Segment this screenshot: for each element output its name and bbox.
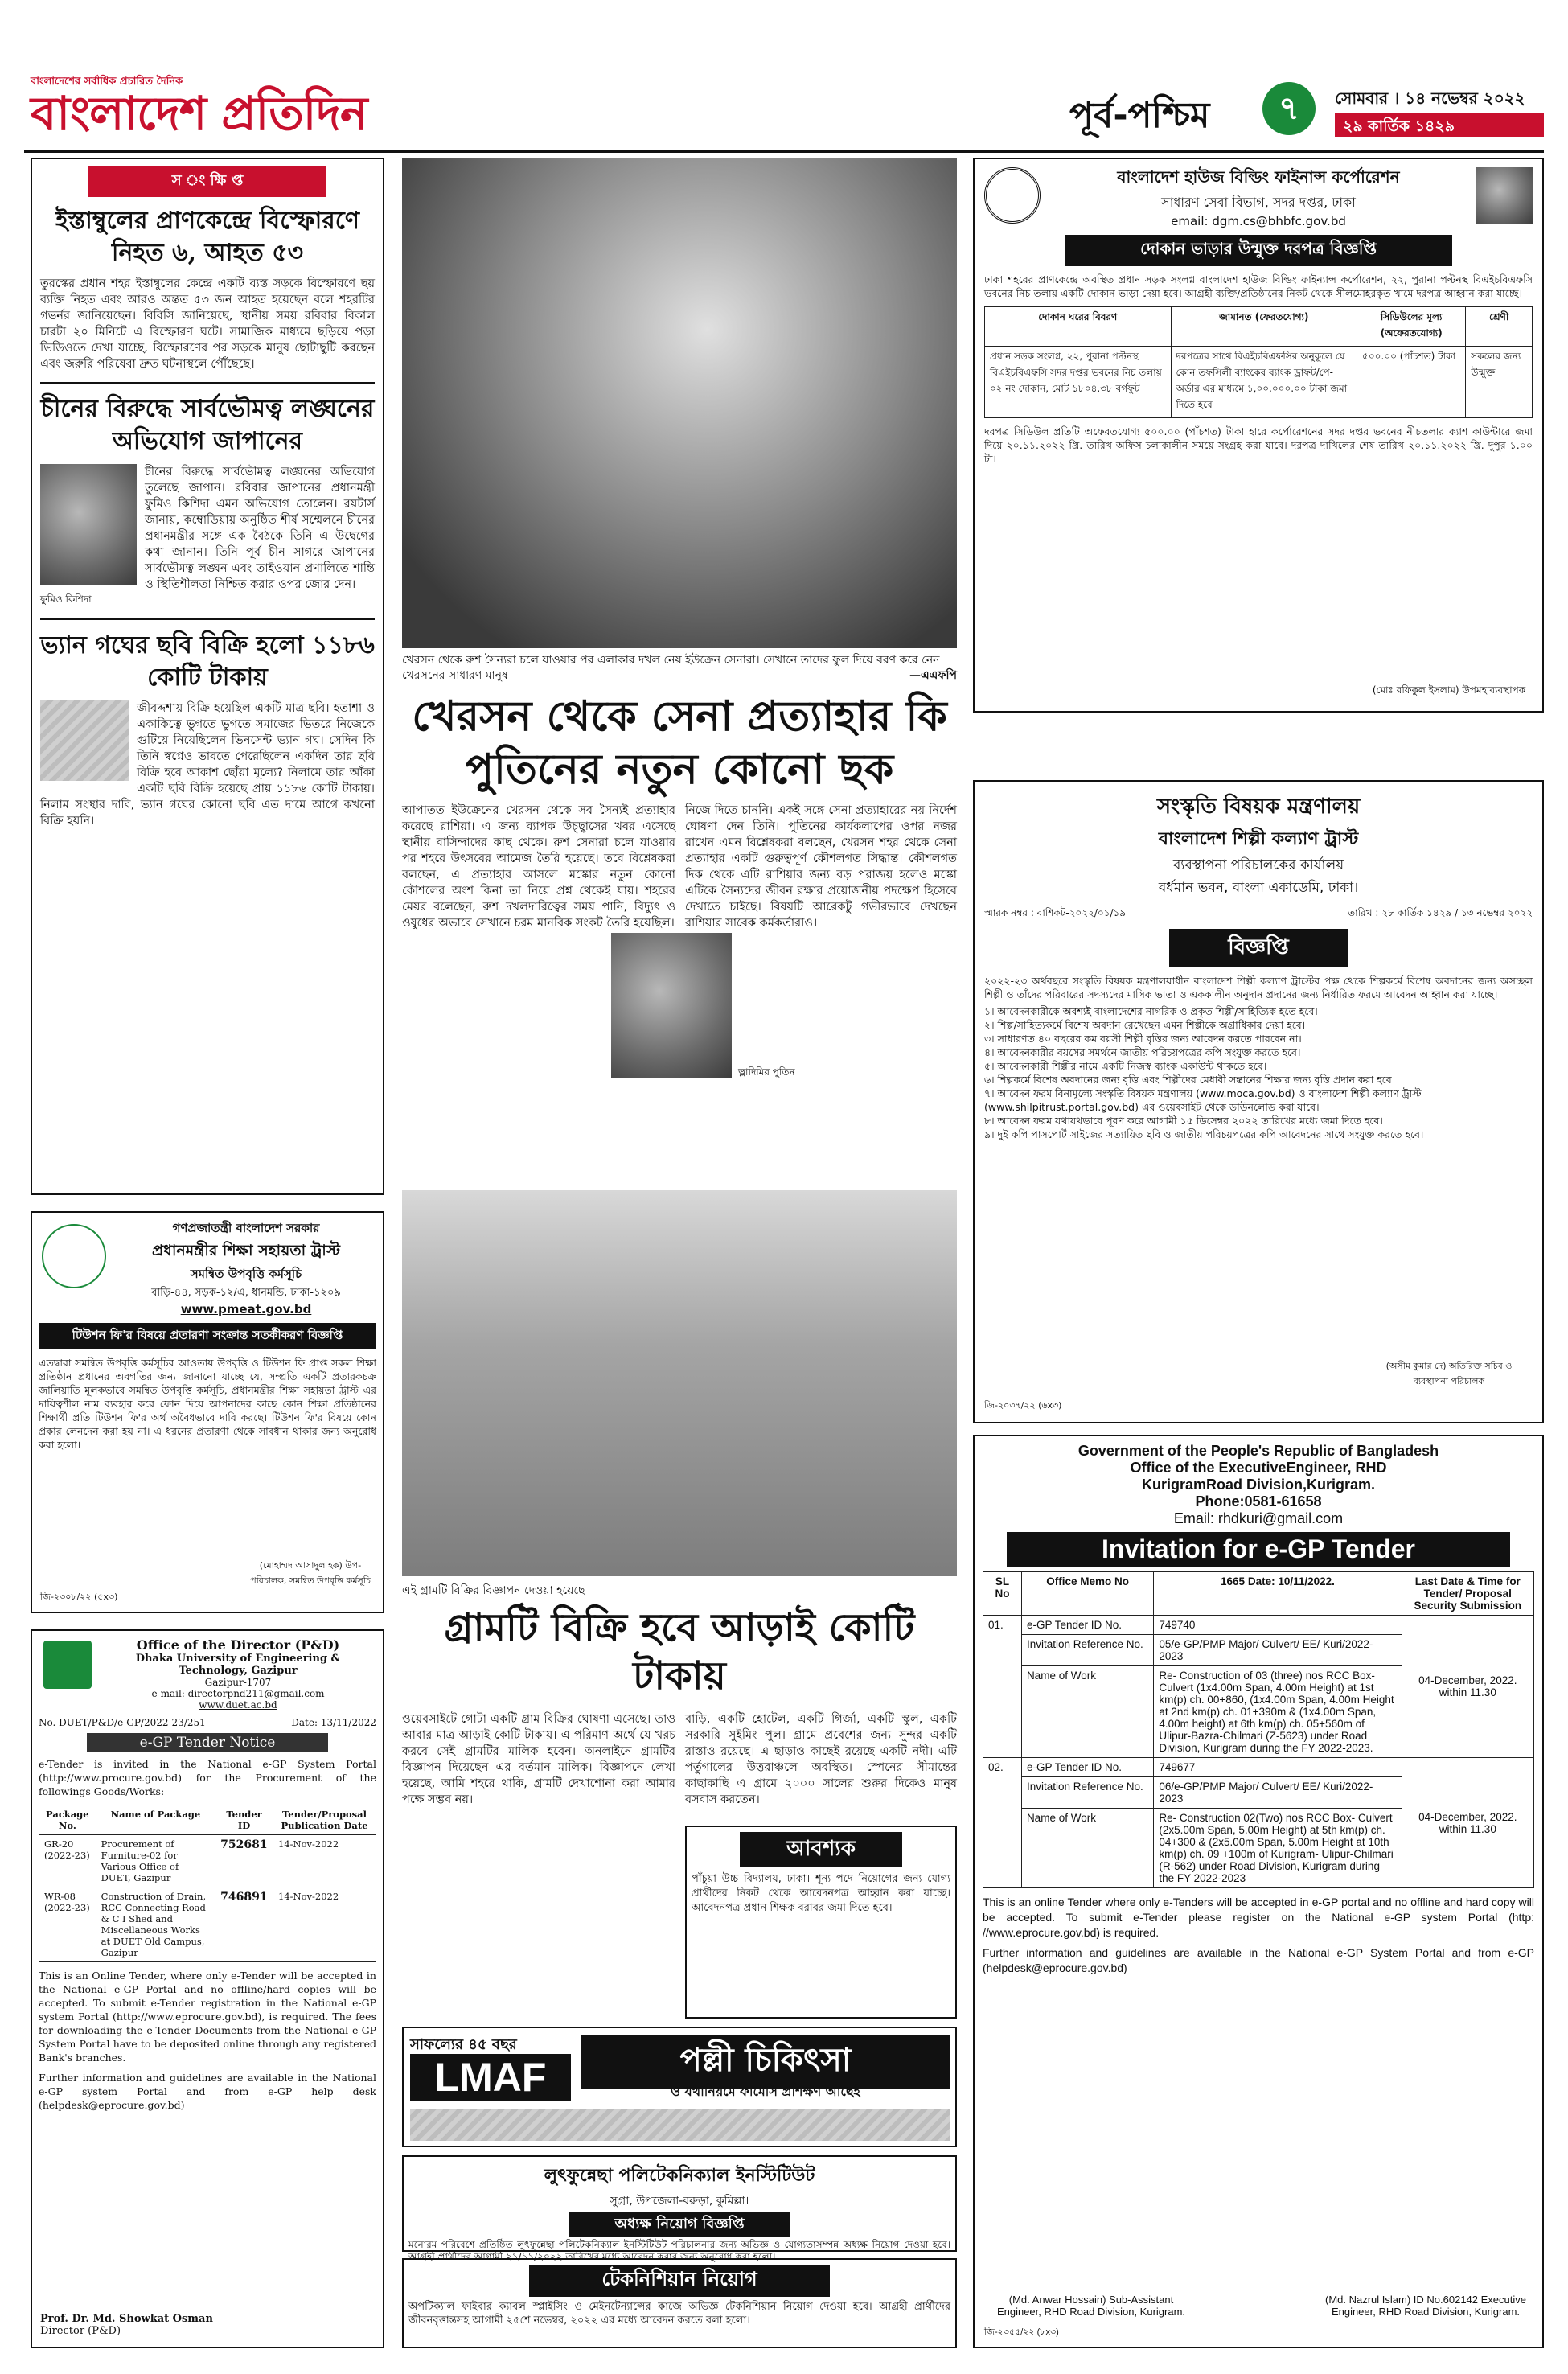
cell: Construction of Drain, RCC Connecting Road & C I Shed and Miscellaneous Works at DUET Old Campus, Gazipur: [96, 1887, 215, 1962]
cell: Re- Construction 02(Two) nos RCC Box- Culvert (2x5.00m Span, 5.00m Height) at 5th km(p) ch. 04+300 & (2x5.00m Span, 5.00m Height at 10th km(p) ch. 09 +100m of Kurigram- Ulipur-Chilmari (R-562) under Road Division, Kurigram during the FY 2022-2023: [1154, 1809, 1402, 1888]
ad-technician: [402, 2258, 957, 2348]
abashyak-body: পাঁচুয়া উচ্চ বিদ্যালয়, ঢাকা। শূন্য পদে নিয়োগের জন্য যোগ্য প্রার্থীদের নিকট থেকে আবেদনপত্র আহ্বান করা যাচ্ছে। আবেদনপত্র প্রধান শিক্ষক বরাবর জমা দিতে হবে।: [692, 1873, 950, 1914]
pmeat-sign: (মোহাম্মদ আসাদুল হক) উপ-পরিচালক, সমন্বিত উপবৃত্তি কর্মসূচি: [250, 1560, 371, 1586]
date-line-english: সোমবার । ১৪ নভেম্বর ২০২২: [1335, 88, 1525, 108]
rhd-para2: Further information and guidelines are available in the National e-GP System Portal and from e-GP (helpdesk@eprocure.gov.bd): [983, 1946, 1534, 1974]
pmeat-gov: গণপ্রজাতন্ত্রী বাংলাদেশ সরকার: [172, 1221, 320, 1235]
duet-city: Gazipur-1707: [204, 1677, 272, 1688]
duet-date: Date: 13/11/2022: [291, 1717, 376, 1728]
pmeat-ref: জি-২৩০৮/২২ (৫x৩): [40, 1592, 118, 1602]
section-name: পূর্ব-পশ্চিম: [1069, 95, 1210, 136]
pmeat-logo: [42, 1224, 106, 1288]
rhd-sign-left: (Md. Anwar Hossain) Sub-Assistant Engineer, RHD Road Division, Kurigram.: [996, 2294, 1186, 2318]
technician-body: অপটিক্যাল ফাইবার ক্যাবল স্প্লাইসিং ও মেইনটেন্যান্সের কাজে অভিজ্ঞ টেকনিশিয়ান নিয়োগ দেওয়া হবে। আগ্রহী প্রার্থীদের জীবনবৃত্তান্তসহ আগামী ২৫শে নভেম্বর, ২০২২ এর মধ্যে আবেদন করতে বলা হলো।: [408, 2301, 950, 2327]
list-item: ৪। আবেদনকারীর বয়সের সমর্থনে জাতীয় পরিচয়পত্রের কপি সংযুক্ত করতে হবে।: [984, 1046, 1301, 1058]
headline-istanbul: ইস্তাম্বুলের প্রাণকেন্দ্রে বিস্ফোরণে নিহত ৬, আহত ৫৩: [55, 207, 359, 267]
page-number: ৭: [1278, 90, 1299, 127]
village-story-text-2: বাড়ি, একটি হোটেল, একটি গির্জা, একটি স্কুল, একটি সরকারি সুইমিং পুল। গ্রামে প্রবেশের জন্য সুন্দর একটি রাস্তাও রয়েছে। এ ছাড়াও কাছেই রয়েছে একটি নদী। এটি পর্তুগালের উত্তরাঞ্চলে অবস্থিত। স্পেনের সীমান্তের কাছাকাছি এ গ্রামে ২০০০ সালের শুরুর দিকেও মানুষ বসবাস করতেন।: [685, 1713, 957, 1806]
lmaf-years: সাফল্যের ৪৫ বছর: [410, 2036, 517, 2053]
cell: Invitation Reference No.: [1021, 1635, 1153, 1666]
photo-credit: —এএফপি: [909, 669, 957, 682]
lead-story-col1: [402, 803, 675, 931]
cell: e-GP Tender ID No.: [1021, 1616, 1153, 1635]
cell: প্রধান সড়ক সংলগ্ন, ২২, পুরানা পল্টনস্থ বিএইচবিএফসি সদর দপ্তর ভবনের নিচ তলায় ০২ নং দোকান, মোট ১৮০৪.৩৮ বর্গফুট: [985, 347, 1172, 418]
masthead: [24, 74, 1544, 146]
rhd-ref: জি-২৩৫৫/২২ (৮x৩): [984, 2327, 1059, 2337]
ad-bhbfc: [973, 158, 1544, 713]
short-news-column: [31, 158, 384, 1195]
bhbfc-body2: দরপত্র সিডিউল প্রতিটি অফেরতযোগ্য ৫০০.০০ (পাঁচশত) টাকা হারে কর্পোরেশনের সদর দপ্তর ভবনের নীচতলার ক্যাশ কাউন্টারে জমা দিয়ে ২০.১১.২০২২ খ্রি. তারিখ অফিস চলাকালীন সময়ে সংগ্রহ করা যাবে। দরপত্র দাখিলের শেষ তারিখ ২০.১১.২০২২ খ্রি. দুপুর ১.০০ টা।: [984, 425, 1533, 465]
duet-sign-name: Prof. Dr. Md. Showkat Osman: [40, 2313, 213, 2325]
duet-para1: This is an Online Tender, where only e-Tender will be accepted in the National e-GP Portal and no offline/hard copies will be accepted. To submit e-Tender registration in the National e-GP system Portal (http://www.eprocure.gov.bd), is required. The fees for downloading the e-Tender Documents from the National e-GP System Portal have to be deposited online through any registered Bank's branches.: [39, 1969, 376, 2064]
cell: 04-December, 2022. within 11.30: [1402, 1758, 1533, 1888]
short-news-banner: স ং ক্ষি প্ত: [88, 166, 326, 197]
duet-th: Tender ID: [215, 1805, 273, 1835]
table-row: [985, 347, 1533, 418]
story-istanbul: তুরস্কের প্রধান শহর ইস্তাম্বুলের কেন্দ্রে একটি ব্যস্ত সড়কে বিস্ফোরণে ছয় ব্যক্তি নিহত এবং আরও অন্তত ৫৩ জন আহত হয়েছেন বলে শহরটির গভর্নর জানিয়েছেন। বিবিসি জানিয়েছে, স্থানীয় সময় রবিবার বিকাল চারটা ২০ মিনিটে এ বিস্ফোরণ ঘটে। সামাজিক মাধ্যমে ছড়িয়ে পড়া ভিডিওতে দেখা যাচ্ছে, বিস্ফোরণের পর সড়কে মানুষ ছোটাছুটি করছেন এবং জরুরি পরিষেবা দ্রুত ঘটনাস্থলে পৌঁছেছে।: [40, 277, 375, 371]
culture-memo: স্মারক নম্বর : বাশিকট-২০২২/০১/১৯: [984, 907, 1127, 918]
rhd-email[interactable]: Email: rhdkuri@gmail.com: [1173, 1510, 1344, 1526]
bhbfc-sign: (মোঃ রফিকুল ইসলাম) উপমহাব্যবস্থাপক: [1372, 684, 1526, 696]
list-item: ৭। আবেদন ফরম বিনামূল্যে সংস্কৃতি বিষয়ক মন্ত্রণালয় (www.moca.gov.bd) ও বাংলাদেশ শিল্পী কল্যাণ ট্রাস্ট (www.shilpitrust.portal.gov.bd) এর ওয়েবসাইট থেকে ডাউনলোড করা যাবে।: [984, 1087, 1422, 1113]
ad-pmeat: [31, 1211, 384, 1613]
culture-list: [984, 1004, 1533, 1141]
lutfun-title: লুৎফুন্নেছা পলিটেকনিক্যাল ইনস্টিটিউট: [544, 2166, 815, 2186]
bhbfc-logo: [984, 167, 1041, 224]
duet-memo: No. DUET/P&D/e-GP/2022-23/251: [39, 1717, 206, 1728]
duet-logo: [43, 1641, 92, 1689]
bhbfc-title: দোকান ভাড়ার উন্মুক্ত দরপত্র বিজ্ঞপ্তি: [1065, 235, 1452, 266]
rhd-sign-right: (Md. Nazrul Islam) ID No.602142 Executive Engineer, RHD Road Division, Kurigram.: [1325, 2294, 1526, 2318]
duet-office: Office of the Director (P&D): [136, 1637, 340, 1653]
duet-th: Name of Package: [96, 1805, 215, 1835]
culture-trust: বাংলাদেশ শিল্পী কল্যাণ ট্রাস্ট: [1158, 829, 1359, 849]
list-item: ৩। সাধারণত ৪০ বছরের কম বয়সী শিল্পী বৃত্তির জন্য আবেদন করতে পারবেন না।: [984, 1033, 1302, 1045]
list-item: ৮। আবেদন ফরম যথাযথভাবে পূরণ করে আগামী ১৫ ডিসেম্বর ২০২২ তারিখের মধ্যে জমা দিতে হবে।: [984, 1115, 1383, 1127]
headline-van-gogh: ভ্যান গঘের ছবি বিক্রি হলো ১১৮৬ কোটি টাকায়: [40, 631, 375, 692]
bhbfc-th: শ্রেণী: [1466, 307, 1533, 347]
cell: WR-08 (2022-23): [39, 1887, 96, 1962]
kishida-photo: [40, 464, 137, 585]
story-van-gogh: জীবদ্দশায় বিক্রি হয়েছিল একটি মাত্র ছবি। হতাশা ও একাকিত্বে ভুগতে ভুগতে সমাজের ভিতরে নিজেকে গুটিয়ে নিয়েছিলেন ভিনসেন্ট ভ্যান গঘ। সেদিন কি তিনি স্বপ্নেও ভাবতে পেরেছিলেন একদিন তার ছবি বিক্রি হবে আকাশ ছোঁয়া মূল্যে? নিলামে তার আঁকা একটি ছবি বিক্রি হয়েছে প্রায় ১১৮৬ কোটি টাকায়। নিলাম সংস্থার দাবি, ভ্যান গঘের কোনো ছবি এত দামে আগে কখনো বিক্রি হয়নি।: [40, 702, 375, 828]
list-item: ২। শিল্প/সাহিত্যকর্মে বিশেষ অবদান রেখেছেন এমন শিল্পীকে অগ্রাধিকার দেয়া হবে।: [984, 1019, 1306, 1031]
cell: 752681: [215, 1835, 273, 1887]
kherson-photo: [402, 158, 957, 648]
duet-table: [39, 1805, 376, 1962]
village-story-text-1: ওয়েবসাইটে গোটা একটি গ্রাম বিক্রির ঘোষণা এসেছে। তাও আবার মাত্র আড়াই কোটি টাকায়। এ পরিমাণ অর্থে যে খরচ করবে সেই গ্রামটির মালিক হবেন। অনলাইনে গ্রামটির বিজ্ঞাপন দিয়েছেন এর বর্তমান মালিক। বিজ্ঞাপনে লেখা হয়েছে, আমি শহরে থাকি, গ্রামটি দেখাশোনা করা আমার পক্ষে সম্ভব নয়।: [402, 1713, 675, 1806]
bhbfc-th: জামানত (ফেরতযোগ্য): [1171, 307, 1357, 347]
list-item: ১। আবেদনকারীকে অবশ্যই বাংলাদেশের নাগরিক ও প্রকৃত শিল্পী/সাহিত্যিক হতে হবে।: [984, 1005, 1318, 1017]
cell: Procurement of Furniture-02 for Various Office of DUET, Gazipur: [96, 1835, 215, 1887]
cell: Name of Work: [1021, 1666, 1153, 1758]
bhbfc-table: [984, 306, 1533, 418]
village-story-col1: [402, 1711, 675, 1808]
lead-story-text-2: নিজে দিতে চাননি। একই সঙ্গে সেনা প্রত্যাহারের নয় নির্দেশ ঘোষণা দেন তিনি। পুতিনের কার্যকলাপের ওপর নজর রাখেন এমন বিশ্লেষকরা বলছেন, খেরসন শহর থেকে সেনা প্রত্যাহার একটি গুরুত্বপূর্ণ কৌশলগত সিদ্ধান্ত। কৌশলগত দিক থেকে এটি রাশিয়ার জন্য বড় পরাজয় হলেও মস্কো এটিকে সৈন্যদের জীবন রক্ষার প্রয়োজনীয় পদক্ষেপ হিসেবে দেখাতে চাইছে। বিষয়টি আরেকটু গভীরভাবে দেখছেন রাশিয়ার সাবেক কর্মকর্তারাও।: [685, 804, 957, 930]
duet-intro: e-Tender is invited in the National e-GP System Portal (http://www.procure.gov.bd) for the Procurement of the followings Goods/Works:: [39, 1758, 376, 1797]
lead-headline: খেরসন থেকে সেনা প্রত্যাহার কি পুতিনের নতুন কোনো ছক: [412, 692, 947, 794]
ad-lutfunnesa: [402, 2155, 957, 2262]
rhd-phone: Phone:0581-61658: [1195, 1493, 1322, 1509]
bhbfc-portrait: [1476, 167, 1533, 224]
van-gogh-painting: [40, 700, 129, 781]
culture-ministry: সংস্কৃতি বিষয়ক মন্ত্রণালয়: [1156, 795, 1361, 819]
cell: GR-20 (2022-23): [39, 1835, 96, 1887]
culture-body: ২০২২-২৩ অর্থবছরে সংস্কৃতি বিষয়ক মন্ত্রণালয়াধীন বাংলাদেশ শিল্পী কল্যাণ ট্রাস্টের পক্ষ থেকে শিল্পকর্মে বিশেষ অবদানের জন্য অসচ্ছল শিল্পী ও তাঁদের পরিবারের সদস্যদের মাসিক ভাতা ও এককালীন অনুদান প্রদানের জন্য নির্ধারিত ফরমে আবেদন আহ্বান করা যাচ্ছে।: [984, 975, 1533, 1000]
rhd-title: Invitation for e-GP Tender: [1007, 1532, 1510, 1567]
duet-th: Tender/Proposal Publication Date: [273, 1805, 376, 1835]
ad-abashyak: [685, 1826, 957, 2019]
culture-title: বিজ্ঞপ্তি: [1169, 929, 1348, 967]
photo-caption-text: খেরসন থেকে রুশ সৈন্যরা চলে যাওয়ার পর এলাকার দখল নেয় ইউক্রেন সেনারা। সেখানে তাদের ফুল দিয়ে বরণ করে নেন খেরসনের সাধারণ মানুষ: [402, 654, 940, 682]
putin-caption: ভ্লাদিমির পুতিন: [738, 1066, 795, 1078]
pmeat-unit: সমন্বিত উপবৃত্তি কর্মসূচি: [190, 1267, 302, 1281]
divider: [40, 382, 375, 384]
cell: 14-Nov-2022: [273, 1835, 376, 1887]
cell: 749740: [1154, 1616, 1402, 1635]
story-china-japan: চীনের বিরুদ্ধে সার্বভৌমত্ব লঙ্ঘনের অভিযোগ তুলেছে জাপান। রবিবার জাপানের প্রধানমন্ত্রী ফুমিও কিশিদা এমন অভিযোগ তোলেন। রয়টার্স জানায়, কম্বোডিয়ায় অনুষ্ঠিত শীর্ষ সম্মেলনে চীনের প্রধানমন্ত্রীর সঙ্গে এক বৈঠকে তিনি এ উদ্বেগের কথা জানান। তিনি পূর্ব চীন সাগরে জাপানের সার্বভৌমত্ব লঙ্ঘন এবং তাইওয়ান প্রণালিতে শান্তি ও স্থিতিশীলতা নিশ্চিত করার ওপর জোর দেন।: [145, 466, 375, 591]
cell: সকলের জন্য উন্মুক্ত: [1466, 347, 1533, 418]
rhd-table: [983, 1571, 1534, 1888]
bhbfc-th: দোকান ঘরের বিবরণ: [985, 307, 1172, 347]
bhbfc-dept: সাধারণ সেবা বিভাগ, সদর দপ্তর, ঢাকা: [1161, 195, 1356, 210]
lead-story-text-1: আপাতত ইউক্রেনের খেরসন থেকে সব সৈন্যই প্রত্যাহার করেছে রাশিয়া। এ জন্য ব্যাপক উচ্ছ্বাসের খবর এসেছে স্থানীয় বাসিন্দাদের কাছ থেকে। রুশ সেনারা চলে যাওয়ার পর শহরে উৎসবের আমেজ তৈরি হয়েছে। তবে বিশ্লেষকরা বলছেন, এ প্রত্যাহার আসলে মস্কোর নতুন কোনো কৌশলের অংশ কিনা তা নিয়ে প্রশ্ন থেকেই যায়। শহরের মেয়র বলেছেন, রুশ দখলদারিত্বের সময় পানি, বিদ্যুৎ ও ওষুধের অভাবে সেখানে চরম মানবিক সংকট তৈরি হয়েছিল।: [402, 804, 675, 930]
pmeat-title: টিউশন ফি'র বিষয়ে প্রতারণা সংক্রান্ত সতর্কীকরণ বিজ্ঞপ্তি: [39, 1323, 376, 1349]
cell: 749677: [1154, 1758, 1402, 1777]
lutfun-tag: অধ্যক্ষ নিয়োগ বিজ্ঞপ্তি: [569, 2212, 790, 2237]
ad-lmaf: [402, 2027, 957, 2147]
ad-culture-ministry: [973, 780, 1544, 1423]
kishida-caption: ফুমিও কিশিদা: [40, 594, 92, 605]
lmaf-logo: LMAF: [410, 2054, 571, 2101]
village-photo: [402, 1190, 957, 1576]
masthead-rule: [24, 150, 1544, 153]
headline-china-japan: চীনের বিরুদ্ধে সার্বভৌমত্ব লঙ্ঘনের অভিযোগ জাপানের: [40, 395, 375, 455]
duet-sign-title: Director (P&D): [40, 2325, 121, 2337]
lutfun-body: মনোরম পরিবেশে প্রতিষ্ঠিত লুৎফুন্নেছা পলিটেকনিক্যাল ইনস্টিটিউট পরিচালনার জন্য অভিজ্ঞ ও যোগ্যতাসম্পন্ন অধ্যক্ষ নিয়োগ দেওয়া হবে। আগ্রহী প্রার্থীদের আগামী ২১/১১/২০২২ তারিখের মধ্যে আবেদন করার জন্য অনুরোধ করা হলো।: [408, 2239, 950, 2262]
pmeat-address: বাড়ি-৪৪, সড়ক-১২/এ, ধানমন্ডি, ঢাকা-১২০৯: [151, 1287, 341, 1299]
bhbfc-th: সিডিউলের মূল্য (অফেরতযোগ্য): [1357, 307, 1466, 347]
date-line-bangla: ২৯ কার্তিক ১৪২৯: [1335, 113, 1544, 137]
culture-date: তারিখ : ২৮ কার্তিক ১৪২৯ / ১৩ নভেম্বর ২০২২: [1348, 907, 1533, 918]
cell: 746891: [215, 1887, 273, 1962]
table-row: [983, 1758, 1534, 1777]
culture-ref: জি-২০৩৭/২২ (৬x৩): [984, 1400, 1062, 1411]
abashyak-title: আবশ্যক: [740, 1832, 902, 1867]
ad-duet: [31, 1629, 384, 2348]
pmeat-body: এতদ্বারা সমন্বিত উপবৃত্তি কর্মসূচির আওতায় উপবৃত্তি ও টিউশন ফি প্রাপ্ত সকল শিক্ষা প্রতিষ্ঠান প্রধানের অবগতির জন্য জানানো যাচ্ছে যে, সম্প্রতি একটি প্রতারকচক্র জালিয়াতি মূলকভাবে সমন্বিত উপবৃত্তি কর্মসূচি, প্রধানমন্ত্রীর শিক্ষা সহায়তা ট্রাস্ট এর দায়িত্বশীল নাম ব্যবহার করে ফোন দিয়ে আপনাদের কাছে কোন শিক্ষা প্রতিষ্ঠানের শিক্ষার্থী প্রতি টিউশন ফি'র অর্থ অবৈধভাবে দাবি করছে। টিউশন ফি'র বিষয়ে কোন প্রকার লেনদেন করা হয় না। এ ধরনের প্রতারণা থেকে সাবধান থাকার জন্য অনুরোধ করা হলো।: [39, 1357, 376, 1451]
lmaf-sub: ও যথানিয়মে ফার্মেসি প্রশিক্ষণ আছেই: [671, 2084, 860, 2099]
duet-web[interactable]: www.duet.ac.bd: [199, 1699, 277, 1711]
table-row: [39, 1887, 376, 1962]
village-headline: গ্রামটি বিক্রি হবে আড়াই কোটি টাকায়: [444, 1605, 915, 1698]
pmeat-org: প্রধানমন্ত্রীর শিক্ষা সহায়তা ট্রাস্ট: [152, 1242, 340, 1259]
cell: 01.: [983, 1616, 1022, 1758]
table-row: [983, 1616, 1534, 1635]
divider: [40, 618, 375, 620]
cell: Name of Work: [1021, 1809, 1153, 1888]
kherson-photo-caption: [402, 653, 957, 684]
bhbfc-org: বাংলাদেশ হাউজ বিল্ডিং ফাইনান্স কর্পোরেশন: [1117, 167, 1400, 187]
lmaf-details: [410, 2109, 950, 2141]
rhd-para1: This is an online Tender where only e-Tenders will be accepted in e-GP portal and no offline and hard copy will be accepted. To submit e-Tender please register on the National e-GP system Portal (http: //www.eprocure.gov.bd) is required.: [983, 1896, 1534, 1939]
duet-th: Package No.: [39, 1805, 96, 1835]
page-number-badge: [1262, 82, 1316, 135]
rhd-th: Last Date & Time for Tender/ Proposal Security Submission: [1402, 1572, 1533, 1616]
lmaf-title: পল্লী চিকিৎসা: [581, 2035, 950, 2089]
list-item: ৬। শিল্পকর্মে বিশেষ অবদানের জন্য বৃত্তি এবং শিল্পীদের মেধাবী সন্তানের শিক্ষার জন্য বৃত্তি প্রদান করা হবে।: [984, 1074, 1396, 1086]
pmeat-web[interactable]: www.pmeat.gov.bd: [180, 1302, 312, 1316]
culture-sign: (অসীম কুমার দে) অতিরিক্ত সচিব ও ব্যবস্থাপনা পরিচালক: [1385, 1361, 1513, 1386]
cell: 14-Nov-2022: [273, 1887, 376, 1962]
list-item: ৯। দুই কপি পাসপোর্ট সাইজের সত্যায়িত ছবি ও জাতীয় পরিচয়পত্রের কপি আবেদনের সাথে সংযুক্ত করতে হবে।: [984, 1128, 1424, 1140]
bhbfc-body: ঢাকা শহরের প্রাণকেন্দ্রে অবস্থিত প্রধান সড়ক সংলগ্ন বাংলাদেশ হাউজ বিল্ডিং ফাইন্যান্স কর্পোরেশন, ২২, পুরানা পল্টনস্থ বিএইচবিএফসি ভবনের নিচ তলায় একটি দোকান ভাড়া দেয়া হবে। আগ্রহী ব্যক্তি/প্রতিষ্ঠানের নিকট থেকে সীলমোহরকৃত খামে দরপত্র আহ্বান করা যাচ্ছে।: [984, 273, 1533, 299]
masthead-tagline: বাংলাদেশের সর্বাধিক প্রচারিত দৈনিক: [31, 76, 183, 88]
rhd-th: SL No: [983, 1572, 1022, 1616]
cell: 04-December, 2022. within 11.30: [1402, 1616, 1533, 1758]
technician-title: টেকনিশিয়ান নিয়োগ: [529, 2265, 830, 2297]
lutfun-sub: সুগ্রা, উপজেলা-বরুড়া, কুমিল্লা।: [610, 2195, 749, 2208]
ad-rhd: [973, 1435, 1544, 2348]
rhd-div: KurigramRoad Division,Kurigram.: [1141, 1477, 1376, 1493]
cell: Re- Construction of 03 (three) nos RCC Box-Culvert (1x4.00m Span, 4.00m Height) at 1st km(p) ch. 00+860, (1x4.00m Span, 4.00m Height at 2nd km(p) ch. 01+390m & (1x4.00m Span, 4.00m height) at 6th km(p) ch. 05+560m of Ulipur-Bazra-Chilmari (Z-5623) under Road Division, Kurigram during the FY 2022-2023.: [1154, 1666, 1402, 1758]
rhd-office: Office of the ExecutiveEngineer, RHD: [1130, 1460, 1387, 1476]
table-row: [39, 1835, 376, 1887]
village-story-col2: [685, 1711, 957, 1808]
cell: 05/e-GP/PMP Major/ Culvert/ EE/ Kuri/2022-2023: [1154, 1635, 1402, 1666]
duet-univ: Dhaka University of Engineering & Technology, Gazipur: [135, 1653, 341, 1677]
culture-address: বর্ধমান ভবন, বাংলা একাডেমি, ঢাকা।: [1158, 880, 1359, 896]
cell: 06/e-GP/PMP Major/ Culvert/ EE/ Kuri/2022-2023: [1154, 1777, 1402, 1809]
cell: 02.: [983, 1758, 1022, 1888]
duet-para2: Further information and guidelines are available in the National e-GP system Portal and from e-GP help desk (helpdesk@eprocure.gov.bd): [39, 2072, 376, 2111]
duet-email: e-mail: directorpnd211@gmail.com: [151, 1688, 325, 1699]
bhbfc-email[interactable]: email: dgm.cs@bhbfc.gov.bd: [1171, 214, 1346, 228]
rhd-gov: Government of the People's Republic of Bangladesh: [1077, 1443, 1439, 1459]
cell: দরপত্রের সাথে বিএইচবিএফসির অনুকূলে যে কোন তফসিলী ব্যাংকের ব্যাংক ড্রাফট/পে-অর্ডার এর মাধ্যমে ১,০০,০০০.০০ টাকা জমা দিতে হবে: [1171, 347, 1357, 418]
cell: Invitation Reference No.: [1021, 1777, 1153, 1809]
cell: ৫০০.০০ (পাঁচশত) টাকা: [1357, 347, 1466, 418]
village-caption: এই গ্রামটি বিক্রির বিজ্ঞাপন দেওয়া হয়েছে: [402, 1584, 585, 1597]
rhd-th: 1665 Date: 10/11/2022.: [1154, 1572, 1402, 1616]
duet-title: e-GP Tender Notice: [87, 1733, 328, 1752]
cell: e-GP Tender ID No.: [1021, 1758, 1153, 1777]
rhd-th: Office Memo No: [1021, 1572, 1153, 1616]
culture-office: ব্যবস্থাপনা পরিচালকের কার্যালয়: [1172, 857, 1344, 873]
lead-story-col2: [685, 803, 957, 931]
newspaper-logo: বাংলাদেশ প্রতিদিন: [31, 86, 367, 141]
list-item: ৫। আবেদনকারী শিল্পীর নামে একটি নিজস্ব ব্যাংক একাউন্ট থাকতে হবে।: [984, 1060, 1267, 1072]
putin-photo: [611, 933, 732, 1078]
